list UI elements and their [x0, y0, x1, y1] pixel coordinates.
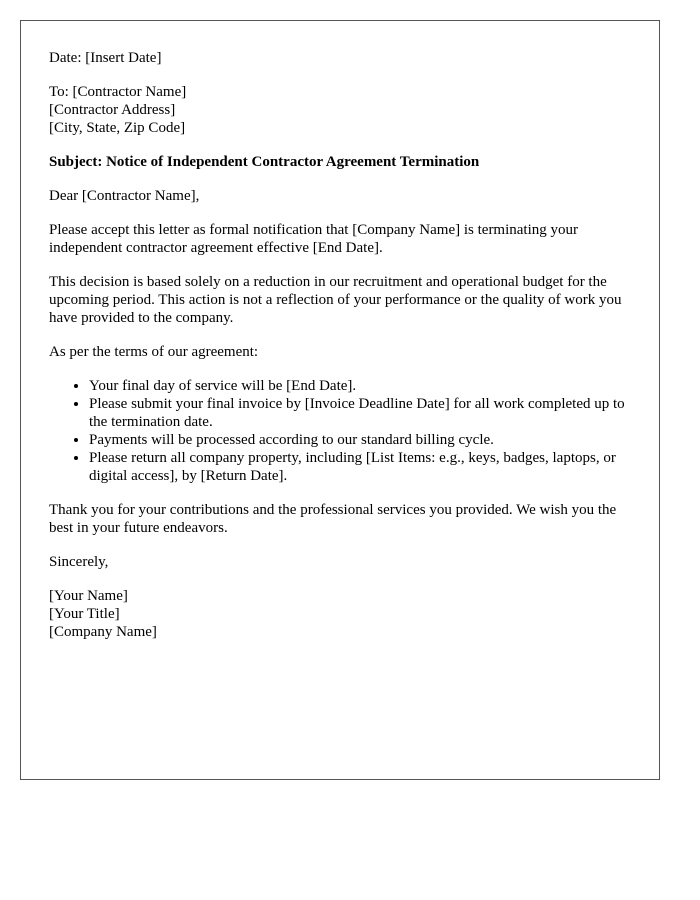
signature-title: [Your Title]	[49, 606, 120, 622]
signature-block	[49, 587, 631, 641]
terms-item: • Please return all company property, including [List Items: e.g., keys, badges, laptops, or digital access], by [Return Date].	[89, 449, 631, 485]
subject-line: Subject: Notice of Independent Contractor Agreement Termination	[49, 154, 480, 170]
salutation: Dear [Contractor Name],	[49, 188, 200, 204]
recipient-name: To: [Contractor Name]	[49, 84, 187, 100]
closing-paragraph: Thank you for your contributions and the professional services you provided. We wish you the best in your future endeavors.	[49, 502, 617, 536]
terms-item: • Your final day of service will be [End Date].	[89, 377, 631, 395]
recipient-block	[49, 83, 631, 137]
signature-name: [Your Name]	[49, 588, 128, 604]
recipient-city: [City, State, Zip Code]	[49, 120, 186, 136]
recipient-address: [Contractor Address]	[49, 102, 176, 118]
reason-paragraph: This decision is based solely on a reduction in our recruitment and operational budget for the upcoming period. This action is not a reflection of your performance or the quality of work you have provided to the company.	[49, 274, 622, 326]
closing: Sincerely,	[49, 554, 109, 570]
terms-item: • Payments will be processed according to our standard billing cycle.	[89, 431, 631, 449]
letter-page	[20, 20, 660, 780]
notification-paragraph: Please accept this letter as formal notification that [Company Name] is terminating your independent contractor agreement effective [End Date].	[49, 222, 579, 256]
terms-intro: As per the terms of our agreement:	[49, 344, 259, 360]
signature-company: [Company Name]	[49, 624, 157, 640]
terms-item: • Please submit your final invoice by [Invoice Deadline Date] for all work completed up to the termination date.	[89, 395, 631, 431]
date-line: Date: [Insert Date]	[49, 50, 162, 66]
terms-list	[49, 377, 631, 485]
